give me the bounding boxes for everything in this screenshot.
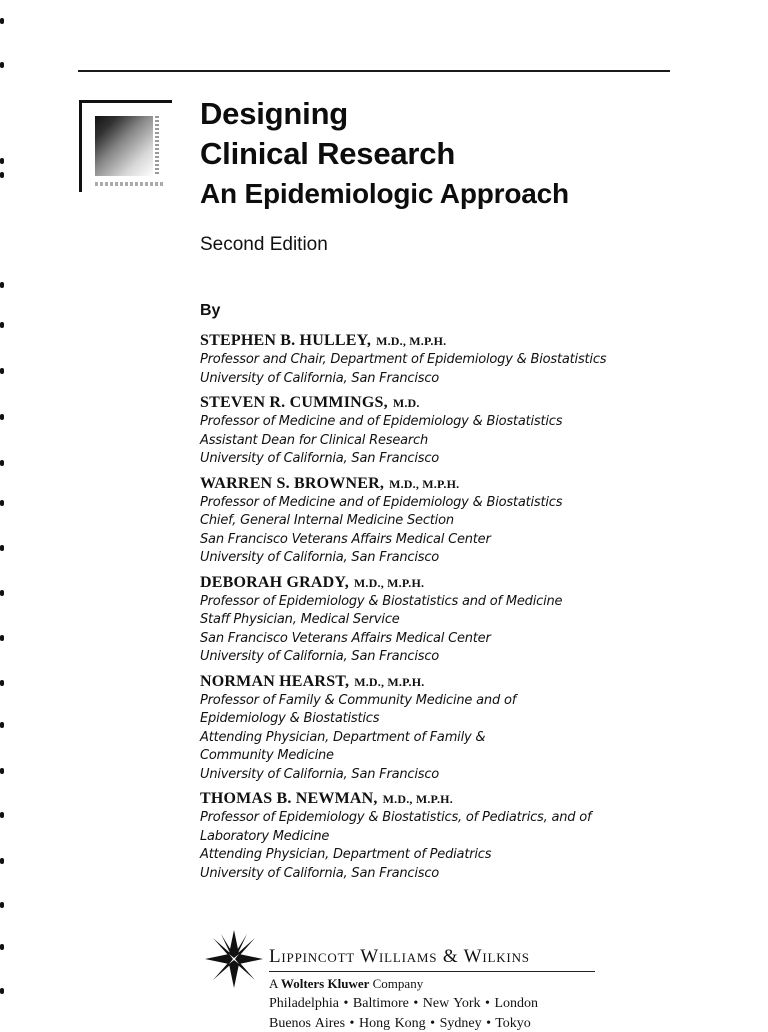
publisher-block	[203, 928, 603, 1031]
author-affiliation-line: Professor of Family & Community Medicine and of	[200, 692, 517, 708]
publisher-cities-2: Buenos Aires • Hong Kong • Sydney • Tokyo	[269, 1016, 531, 1031]
author-name-row	[200, 393, 700, 413]
publisher-logo-icon	[203, 928, 265, 990]
author-affiliation-line: Assistant Dean for Clinical Research	[200, 432, 429, 448]
by-label: By	[200, 302, 221, 319]
title-line-1: Designing	[200, 96, 349, 131]
publisher-tagline: A Wolters Kluwer Company	[269, 976, 424, 991]
author-affiliation-line: Staff Physician, Medical Service	[200, 612, 400, 627]
author-affiliation-line: Professor of Medicine and of Epidemiology & Biostatistics	[200, 414, 563, 429]
author-affiliation-line: Attending Physician, Department of Family &	[200, 729, 486, 745]
author-affiliation-line: University of California, San Francisco	[200, 550, 440, 565]
cover-graphic	[79, 100, 172, 192]
author-affiliation-line: Laboratory Medicine	[200, 828, 330, 844]
author-affiliation-line: San Francisco Veterans Affairs Medical Center	[200, 630, 491, 646]
author-name-row	[200, 672, 700, 692]
publisher-name: Lippincott Williams & Wilkins	[269, 946, 530, 967]
author-name: STEVEN R. CUMMINGS,	[200, 394, 388, 411]
title-line-2: Clinical Research	[200, 136, 456, 171]
author-credentials: M.D.	[392, 396, 420, 410]
author-affiliation-line: Professor of Epidemiology & Biostatistics and of Medicine	[200, 593, 563, 609]
author-credentials: M.D., M.P.H.	[389, 476, 460, 491]
top-rule	[78, 70, 670, 72]
author-name-row	[200, 789, 700, 809]
author-entry	[200, 672, 700, 785]
publisher-rule	[269, 971, 595, 972]
author-entry	[200, 331, 700, 388]
author-entry	[200, 474, 700, 568]
author-name-row	[200, 573, 700, 593]
author-affiliation-line: San Francisco Veterans Affairs Medical Center	[200, 531, 491, 547]
author-affiliation-line: Attending Physician, Department of Pediatrics	[200, 847, 492, 862]
author-name: NORMAN HEARST,	[200, 672, 350, 690]
author-credentials: M.D., M.P.H.	[354, 674, 425, 689]
author-affiliation-line: University of California, San Francisco	[200, 865, 440, 881]
author-entry	[200, 573, 700, 667]
author-credentials: M.D., M.P.H.	[376, 334, 447, 348]
publisher-cities-1: Philadelphia • Baltimore • New York • London	[269, 996, 539, 1011]
author-name-row	[200, 331, 700, 351]
author-affiliation-line: Epidemiology & Biostatistics	[200, 711, 380, 726]
author-entry	[200, 789, 700, 883]
author-name-row	[200, 474, 700, 494]
author-affiliation-line: University of California, San Francisco	[200, 451, 440, 466]
scan-margin-marks	[0, 0, 8, 1024]
author-affiliation-line: Professor of Epidemiology & Biostatistics, of Pediatrics, and of	[200, 810, 592, 825]
edition: Second Edition	[200, 234, 328, 255]
author-name: STEPHEN B. HULLEY,	[200, 332, 372, 349]
author-list	[200, 331, 700, 888]
author-credentials: M.D., M.P.H.	[353, 575, 425, 590]
author-credentials: M.D., M.P.H.	[382, 792, 453, 806]
author-affiliation-line: Professor of Medicine and of Epidemiology & Biostatistics	[200, 494, 563, 510]
author-affiliation-line: University of California, San Francisco	[200, 649, 440, 664]
author-affiliation-line: Professor and Chair, Department of Epidemiology & Biostatistics	[200, 352, 607, 367]
author-name: WARREN S. BROWNER,	[200, 474, 385, 492]
author-name: DEBORAH GRADY,	[200, 573, 349, 591]
author-affiliation-line: University of California, San Francisco	[200, 370, 440, 386]
author-name: THOMAS B. NEWMAN,	[200, 790, 378, 807]
author-entry	[200, 393, 700, 469]
author-affiliation-line: Chief, General Internal Medicine Section	[200, 513, 454, 528]
author-affiliation-line: University of California, San Francisco	[200, 766, 440, 782]
author-affiliation-line: Community Medicine	[200, 748, 334, 763]
subtitle: An Epidemiologic Approach	[200, 178, 569, 209]
